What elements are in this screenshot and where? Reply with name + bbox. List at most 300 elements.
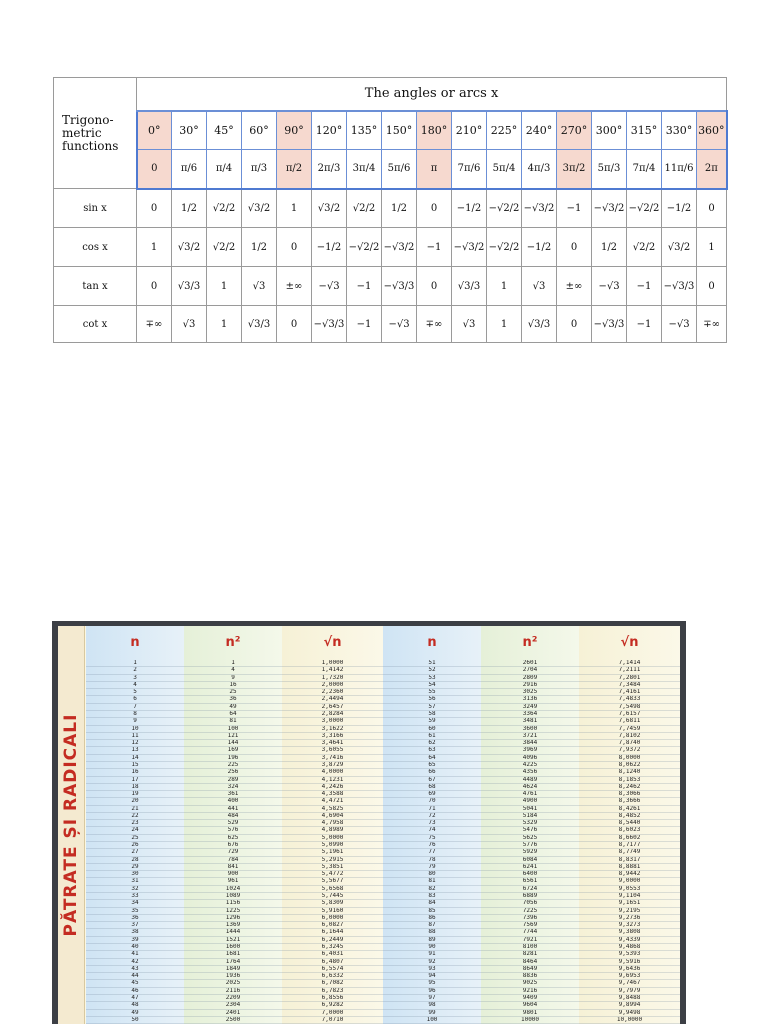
- function-value-cell: −1: [347, 306, 382, 343]
- poster-value: 87: [383, 922, 481, 929]
- function-value-cell: ∓∞: [137, 306, 172, 343]
- poster-value: 169: [184, 747, 282, 754]
- function-value-cell: √3/3: [522, 306, 557, 343]
- table-title-cell: The angles or arcs x: [137, 78, 727, 111]
- poster-value: 81: [383, 878, 481, 885]
- function-name-cell: tan x: [54, 267, 137, 306]
- function-value-cell: √3/3: [172, 267, 207, 306]
- poster-value: 8,7177: [579, 842, 680, 849]
- poster-value: 6889: [481, 893, 579, 900]
- poster-value: 4,6904: [282, 813, 383, 820]
- poster-value: 65: [383, 762, 481, 769]
- function-value-cell: −√3/2: [592, 189, 627, 228]
- function-value-cell: 0: [417, 189, 452, 228]
- function-value-cell: 0: [417, 267, 452, 306]
- poster-value: 4,3588: [282, 791, 383, 798]
- function-value-cell: √3/2: [312, 189, 347, 228]
- poster-value: 1521: [184, 937, 282, 944]
- poster-value: 33: [86, 893, 184, 900]
- poster-value: 3,0000: [282, 718, 383, 725]
- poster-value: 9,4339: [579, 937, 680, 944]
- poster-value: 12: [86, 740, 184, 747]
- function-value-cell: −√3/2: [452, 228, 487, 267]
- function-value-cell: −√3/3: [382, 267, 417, 306]
- poster-value: 7,8740: [579, 740, 680, 747]
- function-value-cell: 0: [277, 228, 312, 267]
- function-name-cell: cot x: [54, 306, 137, 343]
- poster-value: 1156: [184, 900, 282, 907]
- poster-value: 8,8317: [579, 857, 680, 864]
- poster-value: 69: [383, 791, 481, 798]
- poster-value: 6241: [481, 864, 579, 871]
- poster-value: 8,1240: [579, 769, 680, 776]
- poster-value: 6: [86, 696, 184, 703]
- table-row: [54, 267, 727, 306]
- poster-title-text: PĂTRATE ȘI RADICALI: [61, 713, 81, 937]
- poster-value: 2,6457: [282, 704, 383, 711]
- poster-value: 4761: [481, 791, 579, 798]
- poster-value: 11: [86, 733, 184, 740]
- function-value-cell: 1: [207, 306, 242, 343]
- function-value-cell: √3: [172, 306, 207, 343]
- function-value-cell: 1/2: [592, 228, 627, 267]
- poster-value: 91: [383, 951, 481, 958]
- poster-value: 7,5498: [579, 704, 680, 711]
- poster-value: 53: [383, 675, 481, 682]
- poster-value: 60: [383, 726, 481, 733]
- poster-value: 98: [383, 1002, 481, 1009]
- poster-value: 26: [86, 842, 184, 849]
- poster-value: 5,4772: [282, 871, 383, 878]
- poster-value: 21: [86, 806, 184, 813]
- function-name-cell: sin x: [54, 189, 137, 228]
- poster-value: 9,6953: [579, 973, 680, 980]
- poster-value: 7,2111: [579, 667, 680, 674]
- poster-value: 10000: [481, 1017, 579, 1024]
- poster-value: 83: [383, 893, 481, 900]
- function-value-cell: √3/2: [242, 189, 277, 228]
- poster-value: 34: [86, 900, 184, 907]
- function-value-cell: −√2/2: [487, 228, 522, 267]
- function-value-cell: √2/2: [207, 189, 242, 228]
- angle-degree-cell: 360°: [697, 111, 727, 150]
- poster-value: 3844: [481, 740, 579, 747]
- poster-value: 6,0827: [282, 922, 383, 929]
- poster-value: 36: [184, 696, 282, 703]
- poster-value: 144: [184, 740, 282, 747]
- angle-degree-cell: 60°: [242, 111, 277, 150]
- poster-value: 2809: [481, 675, 579, 682]
- poster-value: 7,6157: [579, 711, 680, 718]
- function-value-cell: −√3/3: [662, 267, 697, 306]
- angle-radian-cell: 5π/4: [487, 150, 522, 189]
- poster-value: 8,4261: [579, 806, 680, 813]
- poster-value: 9801: [481, 1010, 579, 1017]
- poster-value: 484: [184, 813, 282, 820]
- function-value-cell: −1: [347, 267, 382, 306]
- poster-value: 61: [383, 733, 481, 740]
- poster-value: 63: [383, 747, 481, 754]
- poster-value: 6724: [481, 886, 579, 893]
- function-value-cell: 1/2: [382, 189, 417, 228]
- poster-value: 9,2195: [579, 908, 680, 915]
- poster-value: 23: [86, 820, 184, 827]
- function-value-cell: 0: [137, 267, 172, 306]
- poster-value: 8,8881: [579, 864, 680, 871]
- poster-value: 7,4833: [579, 696, 680, 703]
- poster-value: 18: [86, 784, 184, 791]
- function-value-cell: √3/2: [662, 228, 697, 267]
- poster-value: 2304: [184, 1002, 282, 1009]
- poster-value: 58: [383, 711, 481, 718]
- poster-value: 6,4807: [282, 959, 383, 966]
- poster-value: 8464: [481, 959, 579, 966]
- poster-value: 121: [184, 733, 282, 740]
- poster-value: 84: [383, 900, 481, 907]
- angle-degree-cell: 135°: [347, 111, 382, 150]
- poster-value: 51: [383, 660, 481, 667]
- angle-degree-cell: 270°: [557, 111, 592, 150]
- function-value-cell: √2/2: [627, 228, 662, 267]
- table-row: [54, 228, 727, 267]
- angle-radian-cell: π/2: [277, 150, 312, 189]
- poster-value: 8281: [481, 951, 579, 958]
- angle-degree-cell: 150°: [382, 111, 417, 150]
- poster-value: 80: [383, 871, 481, 878]
- angle-degree-cell: 0°: [137, 111, 172, 150]
- poster-value: 1681: [184, 951, 282, 958]
- angle-radian-cell: 2π/3: [312, 150, 347, 189]
- function-value-cell: −√3: [382, 306, 417, 343]
- poster-columns: [86, 626, 680, 1024]
- function-value-cell: 1/2: [172, 189, 207, 228]
- poster-value: 43: [86, 966, 184, 973]
- poster-value: 3481: [481, 718, 579, 725]
- poster-value: 78: [383, 857, 481, 864]
- poster-value: 5: [86, 689, 184, 696]
- poster-value: 5,8309: [282, 900, 383, 907]
- poster-value: 5,0990: [282, 842, 383, 849]
- poster-value: 841: [184, 864, 282, 871]
- poster-value: 36: [86, 915, 184, 922]
- angle-radian-cell: π: [417, 150, 452, 189]
- poster-value: 89: [383, 937, 481, 944]
- poster-value: 9,1651: [579, 900, 680, 907]
- poster-value: 4,8989: [282, 827, 383, 834]
- poster-value: 75: [383, 835, 481, 842]
- poster-value: 40: [86, 944, 184, 951]
- poster-value: 8,6023: [579, 827, 680, 834]
- poster-value: 6,4031: [282, 951, 383, 958]
- poster-value: 7,9372: [579, 747, 680, 754]
- function-value-cell: √3/3: [242, 306, 277, 343]
- poster-value: 3,3166: [282, 733, 383, 740]
- poster-value: 15: [86, 762, 184, 769]
- poster-value: 8100: [481, 944, 579, 951]
- function-value-cell: 0: [277, 306, 312, 343]
- table-row: [54, 306, 727, 343]
- function-value-cell: √3: [242, 267, 277, 306]
- poster-value: 441: [184, 806, 282, 813]
- poster-value: 3364: [481, 711, 579, 718]
- function-value-cell: √3: [452, 306, 487, 343]
- angle-radian-cell: π/4: [207, 150, 242, 189]
- function-value-cell: 1: [487, 267, 522, 306]
- angle-radian-cell: π/3: [242, 150, 277, 189]
- poster-value: 55: [383, 689, 481, 696]
- poster-value: 39: [86, 937, 184, 944]
- poster-value: 9,0553: [579, 886, 680, 893]
- angle-degree-cell: 45°: [207, 111, 242, 150]
- poster-value: 6,5574: [282, 966, 383, 973]
- poster-column-header: √n: [620, 634, 639, 650]
- poster-value: 2116: [184, 988, 282, 995]
- poster-value: 9,8488: [579, 995, 680, 1002]
- poster-value: 8,0000: [579, 755, 680, 762]
- poster-value: 9,8994: [579, 1002, 680, 1009]
- angle-radian-cell: 0: [137, 150, 172, 189]
- poster-value: 7744: [481, 929, 579, 936]
- poster-value: 5625: [481, 835, 579, 842]
- squares-roots-poster: [52, 621, 686, 1024]
- poster-value: 8649: [481, 966, 579, 973]
- poster-value: 47: [86, 995, 184, 1002]
- poster-value: 1369: [184, 922, 282, 929]
- poster-value: 9409: [481, 995, 579, 1002]
- poster-value: 5,6568: [282, 886, 383, 893]
- angle-degree-cell: 30°: [172, 111, 207, 150]
- function-value-cell: −√3/2: [382, 228, 417, 267]
- poster-column-n: [86, 626, 184, 1024]
- function-value-cell: 0: [697, 267, 727, 306]
- poster-value: 7396: [481, 915, 579, 922]
- function-value-cell: ±∞: [277, 267, 312, 306]
- poster-value: 2401: [184, 1010, 282, 1017]
- angle-degree-cell: 330°: [662, 111, 697, 150]
- poster-value: 8,5440: [579, 820, 680, 827]
- poster-value: 1: [86, 660, 184, 667]
- poster-value: 90: [383, 944, 481, 951]
- angle-degree-cell: 225°: [487, 111, 522, 150]
- poster-value: 41: [86, 951, 184, 958]
- poster-value: 4,1231: [282, 777, 383, 784]
- function-value-cell: 0: [557, 228, 592, 267]
- function-value-cell: −√2/2: [627, 189, 662, 228]
- poster-value: 57: [383, 704, 481, 711]
- poster-value: 99: [383, 1010, 481, 1017]
- function-value-cell: −1/2: [662, 189, 697, 228]
- poster-value: 900: [184, 871, 282, 878]
- poster-value: 1764: [184, 959, 282, 966]
- poster-value: 9,9498: [579, 1010, 680, 1017]
- poster-value: 79: [383, 864, 481, 871]
- poster-value: 24: [86, 827, 184, 834]
- poster-value: 4356: [481, 769, 579, 776]
- function-value-cell: ∓∞: [417, 306, 452, 343]
- function-value-cell: 0: [557, 306, 592, 343]
- poster-value: 3: [86, 675, 184, 682]
- poster-value: 3,1622: [282, 726, 383, 733]
- poster-value: 77: [383, 849, 481, 856]
- poster-value: 71: [383, 806, 481, 813]
- poster-value: 19: [86, 791, 184, 798]
- poster-value: 95: [383, 980, 481, 987]
- poster-value: 4489: [481, 777, 579, 784]
- poster-value: 1024: [184, 886, 282, 893]
- function-value-cell: 1: [487, 306, 522, 343]
- poster-value: 3969: [481, 747, 579, 754]
- poster-value: 37: [86, 922, 184, 929]
- table-row: [54, 189, 727, 228]
- poster-value: 54: [383, 682, 481, 689]
- poster-value: 676: [184, 842, 282, 849]
- function-value-cell: √2/2: [207, 228, 242, 267]
- poster-value: 56: [383, 696, 481, 703]
- poster-value: 9,1104: [579, 893, 680, 900]
- poster-value: 7,7459: [579, 726, 680, 733]
- poster-value: 2500: [184, 1017, 282, 1024]
- poster-value: 3721: [481, 733, 579, 740]
- poster-value: 6,0000: [282, 915, 383, 922]
- poster-value: 31: [86, 878, 184, 885]
- poster-value: 4,4721: [282, 798, 383, 805]
- poster-value: 324: [184, 784, 282, 791]
- poster-value: 1444: [184, 929, 282, 936]
- poster-value: 67: [383, 777, 481, 784]
- function-value-cell: −1: [417, 228, 452, 267]
- poster-value: 8,1853: [579, 777, 680, 784]
- function-value-cell: 1: [137, 228, 172, 267]
- function-value-cell: 1: [277, 189, 312, 228]
- poster-value: 44: [86, 973, 184, 980]
- poster-value: 6,1644: [282, 929, 383, 936]
- poster-value: 1: [184, 660, 282, 667]
- function-value-cell: 0: [137, 189, 172, 228]
- poster-value: 3,8729: [282, 762, 383, 769]
- poster-value: 5041: [481, 806, 579, 813]
- poster-value: 7056: [481, 900, 579, 907]
- poster-value: 9604: [481, 1002, 579, 1009]
- poster-value: 52: [383, 667, 481, 674]
- poster-value: 5329: [481, 820, 579, 827]
- poster-value: 74: [383, 827, 481, 834]
- poster-value: 62: [383, 740, 481, 747]
- poster-value: 76: [383, 842, 481, 849]
- poster-value: 2916: [481, 682, 579, 689]
- poster-value: 29: [86, 864, 184, 871]
- poster-value: 70: [383, 798, 481, 805]
- function-value-cell: 1/2: [242, 228, 277, 267]
- poster-value: 8,0622: [579, 762, 680, 769]
- angle-degree-cell: 315°: [627, 111, 662, 150]
- poster-value: 1225: [184, 908, 282, 915]
- angle-radian-cell: 7π/4: [627, 150, 662, 189]
- poster-value: 1,4142: [282, 667, 383, 674]
- poster-value: 6,9282: [282, 1002, 383, 1009]
- poster-value: 6,7823: [282, 988, 383, 995]
- poster-value: 9,2736: [579, 915, 680, 922]
- poster-value: 5,9160: [282, 908, 383, 915]
- poster-value: 1600: [184, 944, 282, 951]
- poster-value: 2704: [481, 667, 579, 674]
- poster-value: 729: [184, 849, 282, 856]
- angle-radian-cell: π/6: [172, 150, 207, 189]
- poster-value: 32: [86, 886, 184, 893]
- function-value-cell: −1: [557, 189, 592, 228]
- angle-degree-cell: 180°: [417, 111, 452, 150]
- poster-value: 7921: [481, 937, 579, 944]
- poster-value: 6,6332: [282, 973, 383, 980]
- poster-value: 46: [86, 988, 184, 995]
- poster-value: 576: [184, 827, 282, 834]
- poster-value: 4: [184, 667, 282, 674]
- function-value-cell: −1: [627, 267, 662, 306]
- poster-value: 7,3484: [579, 682, 680, 689]
- poster-value: 256: [184, 769, 282, 776]
- poster-value: 3600: [481, 726, 579, 733]
- poster-value: 9,3273: [579, 922, 680, 929]
- poster-value: 66: [383, 769, 481, 776]
- poster-value: 86: [383, 915, 481, 922]
- poster-title: [58, 626, 85, 1024]
- poster-value: 48: [86, 1002, 184, 1009]
- poster-value: 196: [184, 755, 282, 762]
- poster-value: 64: [184, 711, 282, 718]
- angle-degree-cell: 300°: [592, 111, 627, 150]
- poster-value: 8836: [481, 973, 579, 980]
- poster-value: 7,2801: [579, 675, 680, 682]
- poster-value: 7: [86, 704, 184, 711]
- function-value-cell: 1: [207, 267, 242, 306]
- poster-value: 2,8284: [282, 711, 383, 718]
- poster-value: 2025: [184, 980, 282, 987]
- poster-value: 3136: [481, 696, 579, 703]
- poster-value: 25: [184, 689, 282, 696]
- poster-value: 8,4852: [579, 813, 680, 820]
- poster-value: 3025: [481, 689, 579, 696]
- poster-value: 68: [383, 784, 481, 791]
- poster-value: 10,0000: [579, 1017, 680, 1024]
- poster-value: 20: [86, 798, 184, 805]
- poster-value: 9,4868: [579, 944, 680, 951]
- poster-value: 30: [86, 871, 184, 878]
- poster-value: 9,5916: [579, 959, 680, 966]
- poster-value: 9025: [481, 980, 579, 987]
- function-value-cell: −√3/2: [522, 189, 557, 228]
- function-value-cell: 1: [697, 228, 727, 267]
- poster-value: 9,6436: [579, 966, 680, 973]
- poster-value: 2209: [184, 995, 282, 1002]
- poster-column-header: n²: [225, 634, 241, 650]
- poster-value: 7,1414: [579, 660, 680, 667]
- poster-value: 4,7958: [282, 820, 383, 827]
- poster-value: 5,2915: [282, 857, 383, 864]
- poster-value: 529: [184, 820, 282, 827]
- function-value-cell: −√2/2: [487, 189, 522, 228]
- poster-value: 3,7416: [282, 755, 383, 762]
- function-value-cell: ±∞: [557, 267, 592, 306]
- poster-value: 1089: [184, 893, 282, 900]
- poster-value: 25: [86, 835, 184, 842]
- poster-value: 5,5677: [282, 878, 383, 885]
- poster-value: 92: [383, 959, 481, 966]
- poster-value: 7,6811: [579, 718, 680, 725]
- poster-value: 59: [383, 718, 481, 725]
- function-value-cell: −1: [627, 306, 662, 343]
- poster-value: 9,0000: [579, 878, 680, 885]
- poster-column-root: [579, 626, 680, 1024]
- poster-value: 16: [184, 682, 282, 689]
